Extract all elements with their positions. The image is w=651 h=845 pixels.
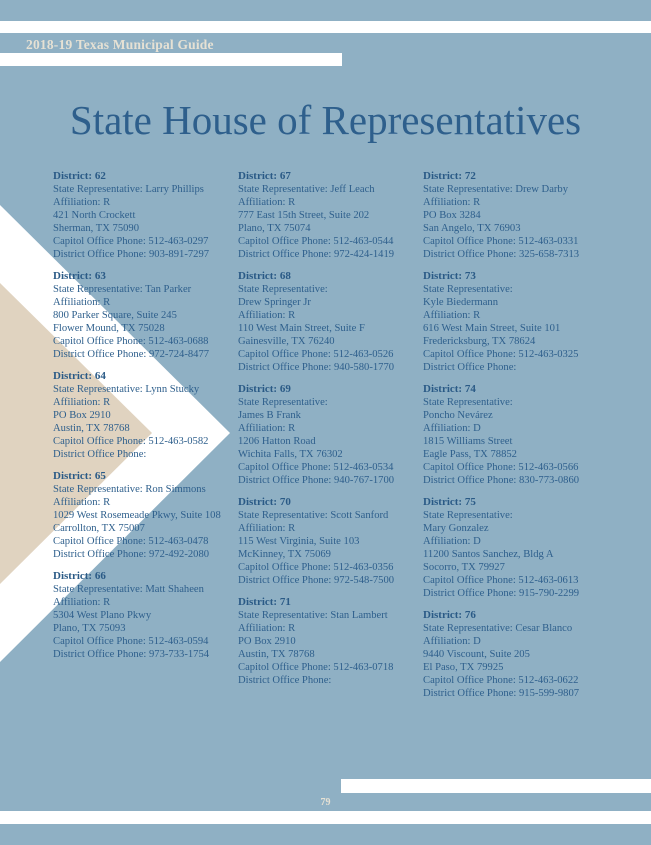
district-detail-line: District Office Phone: 915-599-9807 — [423, 688, 580, 699]
district-entry — [423, 270, 613, 374]
district-detail-line: Flower Mound, TX 75028 — [53, 323, 165, 334]
district-heading: District: 69 — [238, 383, 291, 395]
district-detail-line: District Office Phone: 972-724-8477 — [53, 349, 210, 360]
district-detail-line: Kyle Biedermann — [423, 297, 499, 308]
district-detail-line: 11200 Santos Sanchez, Bldg A — [423, 549, 554, 560]
district-entry — [238, 383, 428, 487]
district-heading: District: 75 — [423, 496, 476, 508]
district-detail-line: District Office Phone: — [53, 449, 147, 460]
district-detail-line: State Representative: — [423, 510, 513, 521]
district-entry — [53, 170, 243, 261]
district-detail-line: State Representative: Larry Phillips — [53, 184, 204, 195]
district-detail-line: Affiliation: R — [238, 197, 296, 208]
district-entry — [238, 596, 428, 687]
district-entry — [423, 496, 613, 600]
district-column-left — [53, 170, 243, 670]
district-detail-line: Affiliation: R — [423, 310, 481, 321]
district-detail-line: Capitol Office Phone: 512-463-0297 — [53, 236, 209, 247]
district-detail-line: PO Box 2910 — [53, 410, 111, 421]
district-detail-line: Plano, TX 75093 — [53, 623, 126, 634]
district-detail-line: Affiliation: R — [423, 197, 481, 208]
district-heading: District: 66 — [53, 570, 106, 582]
district-detail-line: State Representative: Cesar Blanco — [423, 623, 573, 634]
page-number: 79 — [320, 797, 331, 808]
district-detail-line: Capitol Office Phone: 512-463-0688 — [53, 336, 209, 347]
district-detail-line: 1206 Hatton Road — [238, 436, 316, 447]
district-detail-line: Capitol Office Phone: 512-463-0582 — [53, 436, 209, 447]
district-entry — [53, 370, 243, 461]
district-detail-line: Poncho Nevárez — [423, 410, 493, 421]
district-detail-line: 5304 West Plano Pkwy — [53, 610, 152, 621]
district-entry — [53, 570, 243, 661]
district-detail-line: Affiliation: R — [53, 197, 111, 208]
district-detail-line: 777 East 15th Street, Suite 202 — [238, 210, 370, 221]
district-detail-line: State Representative: Tan Parker — [53, 284, 192, 295]
district-detail-line: District Office Phone: 973-733-1754 — [53, 649, 210, 660]
district-detail-line: 616 West Main Street, Suite 101 — [423, 323, 561, 334]
district-detail-line: McKinney, TX 75069 — [238, 549, 331, 560]
district-detail-line: 115 West Virginia, Suite 103 — [238, 536, 360, 547]
district-detail-line: District Office Phone: 915-790-2299 — [423, 588, 580, 599]
district-detail-line: District Office Phone: — [423, 362, 517, 373]
district-detail-line: Capitol Office Phone: 512-463-0613 — [423, 575, 579, 586]
district-detail-line: Capitol Office Phone: 512-463-0526 — [238, 349, 394, 360]
district-column-right — [423, 170, 613, 709]
district-detail-line: James B Frank — [238, 410, 301, 421]
district-detail-line: 110 West Main Street, Suite F — [238, 323, 365, 334]
district-heading: District: 63 — [53, 270, 106, 282]
district-detail-line: State Representative: Matt Shaheen — [53, 584, 204, 595]
district-heading: District: 64 — [53, 370, 106, 382]
district-detail-line: Affiliation: D — [423, 423, 481, 434]
district-detail-line: Capitol Office Phone: 512-463-0544 — [238, 236, 394, 247]
district-detail-line: 9440 Viscount, Suite 205 — [423, 649, 530, 660]
district-entry — [238, 170, 428, 261]
district-heading: District: 76 — [423, 609, 476, 621]
district-detail-line: Affiliation: D — [423, 636, 481, 647]
district-heading: District: 62 — [53, 170, 106, 182]
district-detail-line: Affiliation: R — [53, 597, 111, 608]
district-detail-line: Drew Springer Jr — [238, 297, 311, 308]
district-detail-line: Sherman, TX 75090 — [53, 223, 140, 234]
district-detail-line: Carrollton, TX 75007 — [53, 523, 145, 534]
district-detail-line: Affiliation: R — [238, 523, 296, 534]
district-detail-line: District Office Phone: — [238, 675, 332, 686]
district-heading: District: 67 — [238, 170, 291, 182]
district-detail-line: Affiliation: D — [423, 536, 481, 547]
district-detail-line: Plano, TX 75074 — [238, 223, 311, 234]
district-detail-line: 1029 West Rosemeade Pkwy, Suite 108 — [53, 510, 221, 521]
district-heading: District: 72 — [423, 170, 476, 182]
district-detail-line: Affiliation: R — [238, 310, 296, 321]
district-detail-line: Austin, TX 78768 — [238, 649, 315, 660]
district-detail-line: Capitol Office Phone: 512-463-0718 — [238, 662, 394, 673]
district-heading: District: 71 — [238, 596, 291, 608]
district-detail-line: Affiliation: R — [238, 423, 296, 434]
district-detail-line: State Representative: Jeff Leach — [238, 184, 375, 195]
district-detail-line: Wichita Falls, TX 76302 — [238, 449, 343, 460]
district-detail-line: San Angelo, TX 76903 — [423, 223, 521, 234]
district-heading: District: 68 — [238, 270, 291, 282]
district-detail-line: Fredericksburg, TX 78624 — [423, 336, 536, 347]
district-detail-line: Eagle Pass, TX 78852 — [423, 449, 517, 460]
district-detail-line: El Paso, TX 79925 — [423, 662, 504, 673]
district-detail-line: District Office Phone: 972-492-2080 — [53, 549, 210, 560]
district-detail-line: Affiliation: R — [53, 397, 111, 408]
district-detail-line: Capitol Office Phone: 512-463-0325 — [423, 349, 579, 360]
district-heading: District: 74 — [423, 383, 476, 395]
district-detail-line: Affiliation: R — [53, 497, 111, 508]
district-detail-line: District Office Phone: 325-658-7313 — [423, 249, 580, 260]
district-detail-line: Capitol Office Phone: 512-463-0622 — [423, 675, 579, 686]
district-entry — [238, 270, 428, 374]
district-detail-line: Capitol Office Phone: 512-463-0356 — [238, 562, 394, 573]
district-entry — [423, 383, 613, 487]
district-detail-line: State Representative: Stan Lambert — [238, 610, 388, 621]
district-detail-line: State Representative: — [238, 397, 328, 408]
district-entry — [53, 270, 243, 361]
district-heading: District: 65 — [53, 470, 106, 482]
district-entry — [53, 470, 243, 561]
district-detail-line: Affiliation: R — [238, 623, 296, 634]
district-detail-line: State Representative: Ron Simmons — [53, 484, 206, 495]
district-detail-line: State Representative: — [423, 284, 513, 295]
district-detail-line: District Office Phone: 940-767-1700 — [238, 475, 395, 486]
district-detail-line: Capitol Office Phone: 512-463-0534 — [238, 462, 394, 473]
district-detail-line: State Representative: Scott Sanford — [238, 510, 389, 521]
district-detail-line: Mary Gonzalez — [423, 523, 489, 534]
district-heading: District: 70 — [238, 496, 291, 508]
district-detail-line: Socorro, TX 79927 — [423, 562, 505, 573]
district-detail-line: Gainesville, TX 76240 — [238, 336, 335, 347]
district-detail-line: Capitol Office Phone: 512-463-0331 — [423, 236, 579, 247]
district-detail-line: PO Box 3284 — [423, 210, 481, 221]
page-title: State House of Representatives — [69, 97, 582, 143]
district-entry — [238, 496, 428, 587]
district-detail-line: District Office Phone: 903-891-7297 — [53, 249, 210, 260]
guide-title: 2018-19 Texas Municipal Guide — [26, 37, 214, 52]
district-detail-line: 800 Parker Square, Suite 245 — [53, 310, 177, 321]
district-detail-line: District Office Phone: 972-548-7500 — [238, 575, 395, 586]
district-detail-line: District Office Phone: 940-580-1770 — [238, 362, 395, 373]
district-detail-line: Affiliation: R — [53, 297, 111, 308]
district-entry — [423, 170, 613, 261]
district-detail-line: State Representative: — [423, 397, 513, 408]
district-detail-line: 1815 Williams Street — [423, 436, 513, 447]
district-detail-line: Capitol Office Phone: 512-463-0594 — [53, 636, 209, 647]
district-detail-line: 421 North Crockett — [53, 210, 136, 221]
district-column-middle — [238, 170, 428, 696]
district-detail-line: Capitol Office Phone: 512-463-0566 — [423, 462, 579, 473]
district-detail-line: PO Box 2910 — [238, 636, 296, 647]
district-detail-line: State Representative: Lynn Stucky — [53, 384, 200, 395]
district-detail-line: District Office Phone: 830-773-0860 — [423, 475, 580, 486]
district-detail-line: Austin, TX 78768 — [53, 423, 130, 434]
district-detail-line: Capitol Office Phone: 512-463-0478 — [53, 536, 209, 547]
district-entry — [423, 609, 613, 700]
district-heading: District: 73 — [423, 270, 476, 282]
district-detail-line: State Representative: Drew Darby — [423, 184, 569, 195]
district-detail-line: District Office Phone: 972-424-1419 — [238, 249, 395, 260]
district-detail-line: State Representative: — [238, 284, 328, 295]
